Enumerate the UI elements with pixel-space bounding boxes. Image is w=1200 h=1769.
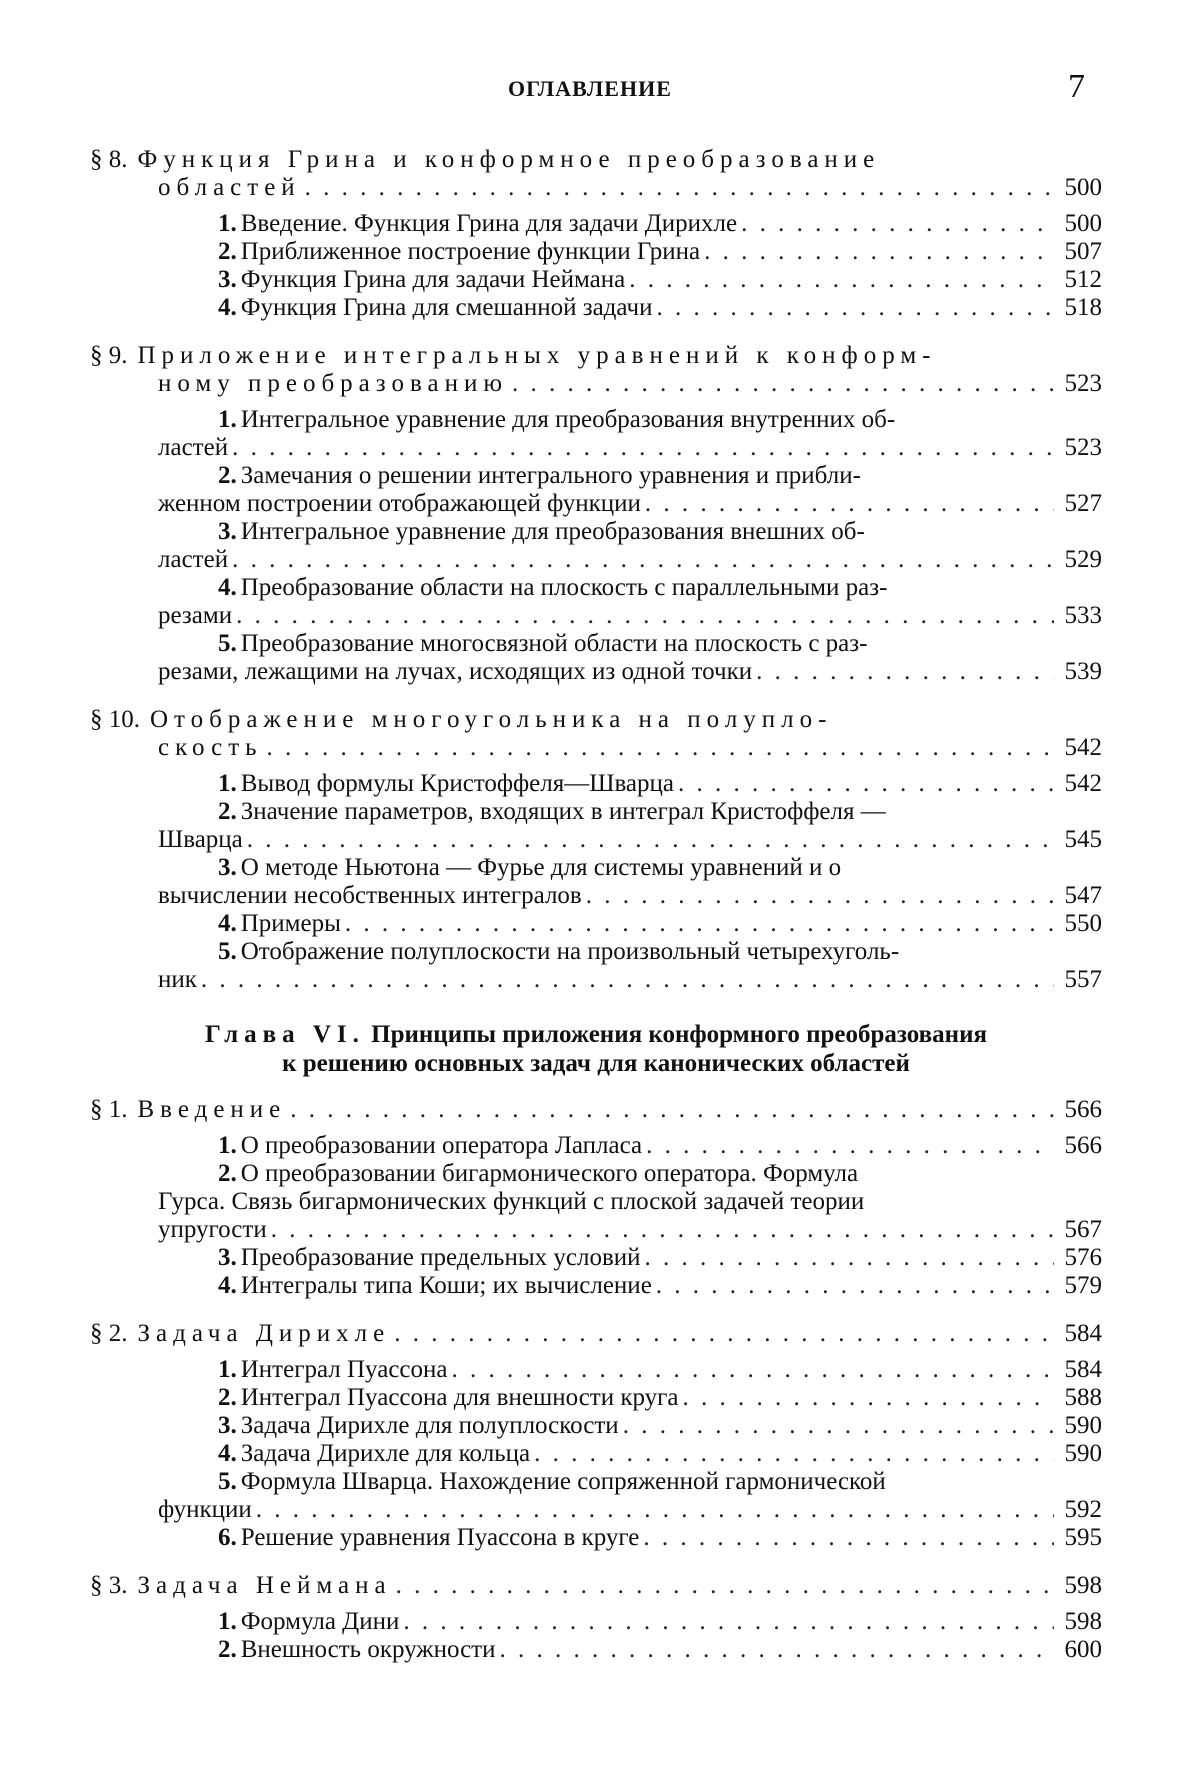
page-ref: 595 (1064, 1524, 1102, 1551)
entry-title: резами, лежащими на лучах, исходящих из одной точки (158, 658, 753, 685)
section-title: Отображение многоугольника на полупло- (150, 706, 833, 733)
entry-title: Преобразование предельных условий (240, 1244, 641, 1271)
entry-number: 5. (218, 938, 237, 965)
toc-entry (90, 1272, 1102, 1300)
section-title: Функция Грина и конформное преобразование (137, 146, 881, 173)
toc-entry (90, 1132, 1102, 1160)
toc-entry (90, 1608, 1102, 1636)
page-ref: 598 (1064, 1572, 1102, 1599)
toc-entry (90, 210, 1102, 238)
section-number: § 10. (90, 706, 140, 733)
section-title: Приложение интегральных уравнений к конформ- (137, 342, 937, 369)
section-title: скость (158, 734, 263, 761)
leader-dots (656, 1272, 1054, 1300)
page-ref: 579 (1064, 1272, 1102, 1299)
entry-title: Интегральное уравнение для преобразования внешних об- (240, 518, 865, 545)
leader-dots (645, 1244, 1054, 1272)
entry-title: Введение. Функция Грина для задачи Дирихле (240, 210, 738, 237)
entry-title: Шварца (158, 826, 243, 853)
page-ref: 567 (1064, 1216, 1102, 1243)
page-ref: 500 (1064, 174, 1102, 201)
leader-dots (236, 602, 1054, 630)
leader-dots (232, 546, 1054, 574)
entry-number: 6. (218, 1524, 237, 1551)
entry-number: 3. (218, 1412, 237, 1439)
toc-entry (90, 518, 1102, 574)
leader-dots (643, 1524, 1054, 1552)
entry-title: Интегральное уравнение для преобразования внутренних об- (240, 406, 896, 433)
entry-title: Преобразование многосвязной области на плоскость с раз- (240, 630, 868, 657)
entry-title: упругости (158, 1216, 267, 1243)
entry-title: Решение уравнения Пуассона в круге (240, 1524, 640, 1551)
entry-number: 3. (218, 1244, 237, 1271)
toc-entry (90, 294, 1102, 322)
entry-title: Задача Дирихле для полуплоскости (240, 1412, 619, 1439)
toc-entry (90, 1440, 1102, 1468)
page-number: 7 (1068, 68, 1085, 105)
section-title: Задача Дирихле (137, 1320, 391, 1347)
page-ref: 576 (1064, 1244, 1102, 1271)
entry-number: 5. (218, 1468, 237, 1495)
section-title-line (90, 342, 1102, 370)
section-number: § 1. (90, 1096, 128, 1123)
entry-title: Интеграл Пуассона для внешности круга (240, 1384, 679, 1411)
page-ref: 512 (1064, 266, 1102, 293)
page-ref: 566 (1064, 1132, 1102, 1159)
toc-entry (90, 938, 1102, 994)
section-title-line (90, 1320, 1102, 1348)
toc-entry (90, 1384, 1102, 1412)
entry-number: 4. (218, 574, 237, 601)
entry-title: Внешность окружности (240, 1636, 496, 1663)
running-title: ОГЛАВЛЕНИЕ (508, 76, 672, 101)
entry-number: 1. (218, 770, 237, 797)
leader-dots (403, 1608, 1054, 1636)
leader-dots (271, 1216, 1054, 1244)
entry-number: 3. (218, 518, 237, 545)
leader-dots (247, 826, 1054, 854)
toc-entry (90, 1356, 1102, 1384)
toc-entry (90, 910, 1102, 938)
section-number: § 3. (90, 1572, 128, 1599)
toc-entry (90, 574, 1102, 630)
section-number: § 2. (90, 1320, 128, 1347)
leader-dots (394, 1320, 1054, 1348)
entry-title: Преобразование области на плоскость с параллельными раз- (240, 574, 888, 601)
page-ref: 523 (1064, 370, 1102, 397)
page-ref: 598 (1064, 1608, 1102, 1635)
toc-section-8 (90, 146, 1102, 322)
page-ref: 518 (1064, 294, 1102, 321)
leader-dots (645, 490, 1054, 518)
page-ref: 545 (1064, 826, 1102, 853)
page-ref: 539 (1064, 658, 1102, 685)
section-title-line (90, 146, 1102, 174)
toc-entry (90, 770, 1102, 798)
toc-entry (90, 1468, 1102, 1524)
chapter-title: к решению основных задач для канонических областей (282, 1050, 910, 1077)
entry-title: ник (158, 966, 197, 993)
entry-number: 3. (218, 854, 237, 881)
section-title-line (90, 370, 1102, 398)
entry-title: Интегралы типа Коши; их вычисление (240, 1272, 652, 1299)
leader-dots (256, 1496, 1054, 1524)
page-ref: 600 (1064, 1636, 1102, 1663)
section-title: областей (158, 174, 301, 201)
entry-title: Гурса. Связь бигармонических функций с плоской задачей теории (158, 1188, 865, 1215)
page-ref: 542 (1064, 770, 1102, 797)
page-ref: 527 (1064, 490, 1102, 517)
page-ref: 566 (1064, 1096, 1102, 1123)
entry-title: О методе Ньютона — Фурье для системы уравнений и о (240, 854, 842, 881)
entry-number: 3. (218, 266, 237, 293)
leader-dots (756, 658, 1054, 686)
toc-entry (90, 630, 1102, 686)
table-of-contents (90, 146, 1102, 1684)
toc-section-3 (90, 1572, 1102, 1664)
section-title-line (90, 1572, 1102, 1600)
entry-title: Примеры (240, 910, 341, 937)
entry-title: Вывод формулы Кристоффеля—Шварца (240, 770, 675, 797)
toc-section-9 (90, 342, 1102, 686)
section-title: Задача Неймана (137, 1572, 392, 1599)
toc-entry (90, 238, 1102, 266)
page-ref: 550 (1064, 910, 1102, 937)
leader-dots (704, 238, 1054, 266)
entry-number: 2. (218, 1384, 237, 1411)
entry-title: Отображение полуплоскости на произвольный четырехуголь- (240, 938, 900, 965)
entry-title: женном построении отображающей функции (158, 490, 641, 517)
toc-section-1 (90, 1096, 1102, 1300)
toc-entry (90, 1524, 1102, 1552)
toc-entry (90, 1412, 1102, 1440)
page-ref: 523 (1064, 434, 1102, 461)
toc-section-10 (90, 706, 1102, 994)
chapter-title: Принципы приложения конформного преобразования (371, 1021, 988, 1048)
section-title: ному преобразованию (158, 370, 508, 397)
entry-title: ластей (158, 546, 229, 573)
page-ref: 590 (1064, 1440, 1102, 1467)
page-ref: 584 (1064, 1320, 1102, 1347)
entry-title: О преобразовании оператора Лапласа (240, 1132, 643, 1159)
toc-entry (90, 462, 1102, 518)
page-header (0, 68, 1200, 108)
toc-entry (90, 854, 1102, 910)
entry-number: 1. (218, 210, 237, 237)
leader-dots (741, 210, 1054, 238)
section-number: § 8. (90, 146, 128, 173)
toc-entry (90, 406, 1102, 462)
entry-title: О преобразовании бигармонического оператора. Формула (240, 1160, 859, 1187)
entry-number: 2. (218, 798, 237, 825)
toc-section-2 (90, 1320, 1102, 1552)
page-ref: 507 (1064, 238, 1102, 265)
section-title-line (90, 1096, 1102, 1124)
page-ref: 533 (1064, 602, 1102, 629)
page-ref: 588 (1064, 1384, 1102, 1411)
leader-dots (623, 1412, 1054, 1440)
entry-number: 2. (218, 1636, 237, 1663)
leader-dots (500, 1636, 1055, 1664)
leader-dots (629, 266, 1054, 294)
page-ref: 590 (1064, 1412, 1102, 1439)
entry-title: резами (158, 602, 233, 629)
section-title: Введение (137, 1096, 287, 1123)
entry-title: ластей (158, 434, 229, 461)
leader-dots (586, 882, 1054, 910)
entry-number: 1. (218, 406, 237, 433)
entry-title: Приближенное построение функции Грина (240, 238, 701, 265)
leader-dots (232, 434, 1054, 462)
leader-dots (683, 1384, 1054, 1412)
leader-dots (656, 294, 1054, 322)
leader-dots (267, 734, 1054, 762)
leader-dots (290, 1096, 1054, 1124)
leader-dots (678, 770, 1054, 798)
leader-dots (201, 966, 1054, 994)
chapter-heading (90, 1020, 1102, 1078)
entry-title: вычислении несобственных интегралов (158, 882, 582, 909)
entry-title: Значение параметров, входящих в интеграл Кристоффеля — (240, 798, 886, 825)
leader-dots (305, 174, 1054, 202)
entry-number: 2. (218, 1160, 237, 1187)
entry-number: 4. (218, 294, 237, 321)
toc-entry (90, 266, 1102, 294)
toc-entry (90, 1636, 1102, 1664)
entry-number: 1. (218, 1608, 237, 1635)
page-ref: 529 (1064, 546, 1102, 573)
leader-dots (452, 1356, 1055, 1384)
section-title-line (90, 734, 1102, 762)
leader-dots (396, 1572, 1054, 1600)
entry-number: 1. (218, 1356, 237, 1383)
section-title-line (90, 706, 1102, 734)
toc-entry (90, 798, 1102, 854)
leader-dots (345, 910, 1054, 938)
entry-number: 2. (218, 238, 237, 265)
entry-title: Функция Грина для задачи Неймана (240, 266, 626, 293)
entry-number: 2. (218, 462, 237, 489)
entry-number: 4. (218, 1440, 237, 1467)
entry-title: Функция Грина для смешанной задачи (240, 294, 653, 321)
page-ref: 557 (1064, 966, 1102, 993)
entry-title: функции (158, 1496, 252, 1523)
entry-number: 1. (218, 1132, 237, 1159)
entry-title: Формула Шварца. Нахождение сопряженной гармонической (240, 1468, 886, 1495)
toc-entry (90, 1244, 1102, 1272)
section-title-line (90, 174, 1102, 202)
leader-dots (512, 370, 1054, 398)
entry-title: Замечания о решении интегрального уравнения и прибли- (240, 462, 861, 489)
entry-number: 4. (218, 910, 237, 937)
page-ref: 592 (1064, 1496, 1102, 1523)
entry-number: 5. (218, 630, 237, 657)
page-ref: 542 (1064, 734, 1102, 761)
entry-number: 4. (218, 1272, 237, 1299)
leader-dots (534, 1440, 1054, 1468)
page-ref: 547 (1064, 882, 1102, 909)
page-ref: 500 (1064, 210, 1102, 237)
section-number: § 9. (90, 342, 128, 369)
leader-dots (646, 1132, 1054, 1160)
page-ref: 584 (1064, 1356, 1102, 1383)
entry-title: Формула Дини (240, 1608, 400, 1635)
entry-title: Интеграл Пуассона (240, 1356, 448, 1383)
toc-entry (90, 1160, 1102, 1244)
chapter-label: Глава VI. (204, 1021, 365, 1048)
entry-title: Задача Дирихле для кольца (240, 1440, 531, 1467)
